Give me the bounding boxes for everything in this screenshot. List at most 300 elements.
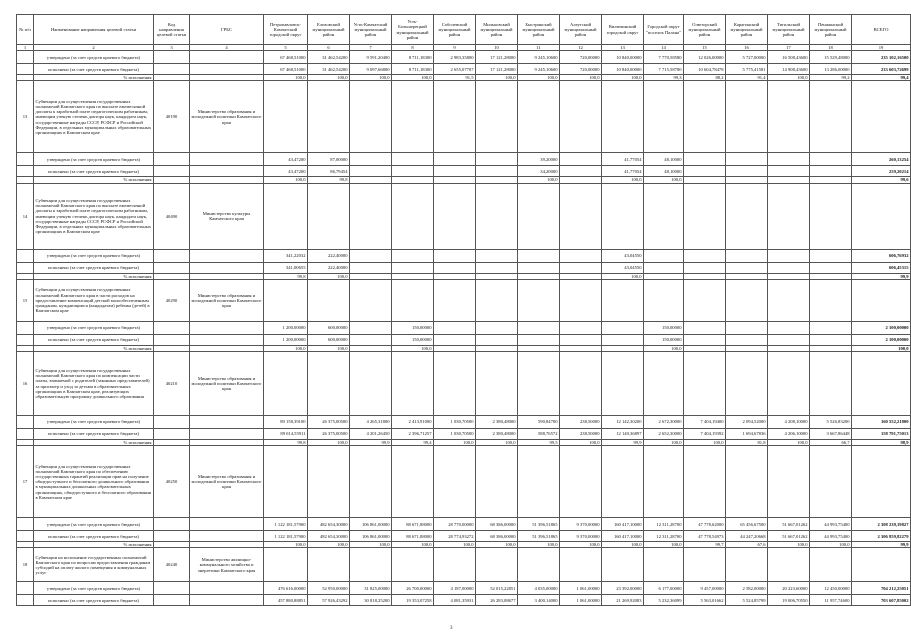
value-cell: [810, 249, 852, 262]
column-index: 15: [684, 45, 726, 51]
column-header: Олюторский муниципальный район: [684, 15, 726, 45]
value-cell: 51 396,51865: [518, 518, 560, 531]
empty-cell: [518, 81, 560, 153]
pct-label: % исполнения: [34, 273, 154, 279]
table-row: [17, 531, 911, 542]
table-row: [17, 249, 911, 262]
column-index: 10: [476, 45, 518, 51]
empty-cell: [602, 352, 644, 416]
value-cell: 13 286,00000: [810, 64, 852, 75]
column-index: 9: [434, 45, 476, 51]
value-cell: 88 671,88000: [392, 518, 434, 531]
empty-cell: [726, 548, 768, 582]
value-cell: 12 140,36897: [602, 429, 644, 440]
table-row: [17, 262, 911, 273]
value-cell: [644, 249, 684, 262]
value-cell: 7 770,58580: [644, 51, 684, 64]
empty-cell: [17, 518, 34, 531]
empty-cell: [190, 166, 264, 177]
value-cell: 9 591,20400: [350, 51, 392, 64]
value-cell: 67 468,51000: [264, 51, 308, 64]
empty-cell: [308, 446, 350, 518]
value-cell: 51 396,51865: [518, 531, 560, 542]
empty-cell: [17, 416, 34, 429]
value-cell: 100,0: [644, 345, 684, 351]
column-header: Код направления целевой статьи: [154, 15, 190, 45]
column-header: Соболевский муниципальный район: [434, 15, 476, 45]
empty-cell: [434, 548, 476, 582]
column-index: 11: [518, 45, 560, 51]
value-cell: 606,76932: [852, 249, 911, 262]
value-cell: [434, 321, 476, 334]
value-cell: 100,0: [644, 542, 684, 548]
value-cell: 12 026,00000: [684, 51, 726, 64]
empty-cell: [518, 548, 560, 582]
value-cell: 100,0: [560, 542, 602, 548]
value-cell: 9 370,00000: [560, 531, 602, 542]
table-row: [17, 429, 911, 440]
value-cell: 16 508,43600: [768, 51, 810, 64]
empty-cell: [602, 81, 644, 153]
empty-cell: [476, 183, 518, 249]
value-cell: 2 100,00000: [852, 321, 911, 334]
value-cell: 100,0: [518, 542, 560, 548]
value-cell: 100,0: [602, 273, 644, 279]
value-cell: 4 201,26450: [350, 429, 392, 440]
empty-cell: [350, 81, 392, 153]
value-cell: 28 770,00000: [434, 518, 476, 531]
empty-cell: [518, 279, 560, 321]
fact-label: исполнено (за счет средств краевого бюджета): [34, 595, 154, 606]
value-cell: 100,0: [308, 345, 350, 351]
value-cell: 1 061,00000: [560, 595, 602, 606]
value-cell: 4 208,10000: [768, 416, 810, 429]
value-cell: 51 667,01262: [768, 531, 810, 542]
column-header: Тигильский муниципальный район: [768, 15, 810, 45]
empty-cell: [434, 81, 476, 153]
fact-label: исполнено (за счет средств краевого бюджета): [34, 262, 154, 273]
empty-cell: [17, 334, 34, 345]
value-cell: 150,00000: [644, 321, 684, 334]
table-row: [17, 518, 911, 531]
value-cell: 6 177,00000: [644, 582, 684, 595]
value-cell: 1 694,67836: [726, 429, 768, 440]
section-grbs: Министерство культуры Камчатского края: [190, 183, 264, 249]
row-number: 17: [17, 446, 34, 518]
value-cell: [684, 321, 726, 334]
value-cell: 341,22032: [264, 249, 308, 262]
value-cell: [476, 249, 518, 262]
value-cell: [476, 153, 518, 166]
empty-cell: [17, 153, 34, 166]
value-cell: 43,47200: [264, 166, 308, 177]
value-cell: 100,0: [350, 542, 392, 548]
plan-label: утверждено (за счет средств краевого бюджета): [34, 582, 154, 595]
table-row: [17, 595, 911, 606]
fact-label: исполнено (за счет средств краевого бюджета): [34, 429, 154, 440]
value-cell: 51 667,01262: [768, 518, 810, 531]
empty-cell: [852, 81, 911, 153]
value-cell: 2 655,07707: [434, 64, 476, 75]
empty-cell: [476, 548, 518, 582]
empty-cell: [644, 279, 684, 321]
row-number: 13: [17, 81, 34, 153]
section-grbs: Министерство образования и молодежной политики Камчатского края: [190, 352, 264, 416]
value-cell: 17 121,28000: [476, 64, 518, 75]
value-cell: 89 158,39100: [264, 416, 308, 429]
value-cell: 66,7: [810, 440, 852, 446]
value-cell: 99,9: [852, 273, 911, 279]
empty-cell: [154, 595, 190, 606]
fact-label: исполнено (за счет средств краевого бюджета): [34, 64, 154, 75]
empty-cell: [810, 183, 852, 249]
column-header: Усть-Большерецкий муниципальный район: [392, 15, 434, 45]
value-cell: [726, 153, 768, 166]
empty-cell: [190, 582, 264, 595]
value-cell: 600,00000: [308, 321, 350, 334]
empty-cell: [810, 81, 852, 153]
empty-cell: [644, 81, 684, 153]
column-header: Городской округ "поселок Палана": [644, 15, 684, 45]
empty-cell: [154, 249, 190, 262]
value-cell: [392, 166, 434, 177]
value-cell: [768, 334, 810, 345]
plan-label: утверждено (за счет средств краевого бюджета): [34, 249, 154, 262]
plan-label: утверждено (за счет средств краевого бюджета): [34, 51, 154, 64]
empty-cell: [154, 531, 190, 542]
value-cell: 10 840,00000: [602, 51, 644, 64]
empty-cell: [264, 446, 308, 518]
value-cell: 52 015,22851: [476, 582, 518, 595]
plan-label: утверждено (за счет средств краевого бюджета): [34, 321, 154, 334]
document-page: [16, 14, 909, 606]
value-cell: [560, 321, 602, 334]
empty-cell: [810, 548, 852, 582]
empty-cell: [154, 518, 190, 531]
empty-cell: [17, 262, 34, 273]
value-cell: [684, 153, 726, 166]
value-cell: 68 386,00000: [476, 531, 518, 542]
table-row: [17, 352, 911, 416]
column-index: 16: [726, 45, 768, 51]
column-header: Елизовский муниципальный район: [308, 15, 350, 45]
value-cell: 91,4: [726, 75, 768, 81]
empty-cell: [190, 249, 264, 262]
empty-cell: [308, 279, 350, 321]
value-cell: 98,9: [852, 440, 911, 446]
value-cell: 482 654,30000: [308, 518, 350, 531]
value-cell: 44 993,75400: [810, 518, 852, 531]
value-cell: 31 462,54200: [308, 51, 350, 64]
row-number: 15: [17, 279, 34, 321]
empty-cell: [350, 279, 392, 321]
value-cell: 31 462,54200: [308, 64, 350, 75]
table-row: [17, 446, 911, 518]
value-cell: 100,0: [602, 177, 644, 183]
empty-cell: [17, 249, 34, 262]
value-cell: 15 529,48000: [810, 51, 852, 64]
empty-cell: [264, 183, 308, 249]
section-grbs: Министерство образования и молодежной политики Камчатского края: [190, 81, 264, 153]
empty-cell: [392, 352, 434, 416]
value-cell: [560, 153, 602, 166]
value-cell: 4 187,00000: [434, 582, 476, 595]
value-cell: 7 404,19400: [684, 416, 726, 429]
value-cell: 457 880,88851: [264, 595, 308, 606]
value-cell: 2 380,48000: [476, 416, 518, 429]
value-cell: 2 308 239,19827: [852, 518, 911, 531]
empty-cell: [17, 595, 34, 606]
value-cell: 48,10000: [644, 153, 684, 166]
column-header: Наименование направления целевой статьи: [34, 15, 154, 45]
empty-cell: [264, 352, 308, 416]
column-index: 6: [308, 45, 350, 51]
value-cell: 100,0: [810, 542, 852, 548]
value-cell: [810, 262, 852, 273]
empty-cell: [190, 518, 264, 531]
value-cell: 91,5: [434, 75, 476, 81]
value-cell: 100,0: [350, 75, 392, 81]
value-cell: 99,8: [264, 440, 308, 446]
row-number: 18: [17, 548, 34, 582]
value-cell: 259,20214: [852, 166, 911, 177]
empty-cell: [350, 548, 392, 582]
column-header: Пенжинский муниципальный район: [810, 15, 852, 45]
fact-label: исполнено (за счет средств краевого бюджета): [34, 166, 154, 177]
value-cell: 99,2: [810, 75, 852, 81]
value-cell: 150,00000: [392, 334, 434, 345]
value-cell: 100,0: [768, 75, 810, 81]
value-cell: [350, 166, 392, 177]
column-index: 2: [34, 45, 154, 51]
empty-cell: [560, 548, 602, 582]
value-cell: 5 232,36099: [644, 595, 684, 606]
value-cell: 100,0: [852, 345, 911, 351]
value-cell: 67,6: [726, 542, 768, 548]
empty-cell: [308, 352, 350, 416]
value-cell: [768, 166, 810, 177]
value-cell: 99,9: [602, 440, 644, 446]
budget-table: [16, 14, 911, 606]
empty-cell: [768, 352, 810, 416]
value-cell: 106 861,00000: [350, 518, 392, 531]
empty-cell: [810, 446, 852, 518]
value-cell: 21 269,92083: [602, 595, 644, 606]
column-header: № п/п: [17, 15, 34, 45]
value-cell: 30 818,25200: [350, 595, 392, 606]
empty-cell: [560, 446, 602, 518]
value-cell: 5 526,83200: [810, 416, 852, 429]
value-cell: 2 983,35800: [434, 51, 476, 64]
column-header: Мильковский муниципальный район: [476, 15, 518, 45]
pct-label: % исполнения: [34, 345, 154, 351]
value-cell: [476, 334, 518, 345]
column-header: ВСЕГО: [852, 15, 911, 45]
value-cell: [684, 249, 726, 262]
empty-cell: [190, 531, 264, 542]
empty-cell: [154, 321, 190, 334]
pct-label: % исполнения: [34, 75, 154, 81]
value-cell: 88,2: [684, 75, 726, 81]
empty-cell: [190, 429, 264, 440]
value-cell: [726, 262, 768, 273]
empty-cell: [560, 81, 602, 153]
value-cell: 34,20000: [518, 166, 560, 177]
value-cell: [726, 321, 768, 334]
value-cell: 12 450,00000: [810, 582, 852, 595]
empty-cell: [17, 166, 34, 177]
column-header: Быстринский муниципальный район: [518, 15, 560, 45]
value-cell: 233 603,72699: [852, 64, 911, 75]
plan-label: утверждено (за счет средств краевого бюджета): [34, 153, 154, 166]
empty-cell: [264, 548, 308, 582]
value-cell: 7 404,19392: [684, 429, 726, 440]
value-cell: 44 247,20668: [726, 531, 768, 542]
value-cell: 43,04550: [602, 249, 644, 262]
value-cell: 26 700,00000: [392, 582, 434, 595]
empty-cell: [518, 446, 560, 518]
value-cell: 106 861,00000: [350, 531, 392, 542]
value-cell: 8 711,18300: [392, 51, 434, 64]
column-header: Петропавловск-Камчатский городской округ: [264, 15, 308, 45]
value-cell: 720,00000: [560, 64, 602, 75]
empty-cell: [190, 153, 264, 166]
value-cell: 12 311,28700: [644, 531, 684, 542]
value-cell: 99,8: [308, 177, 350, 183]
value-cell: 47 778,54973: [684, 531, 726, 542]
value-cell: [476, 321, 518, 334]
empty-cell: [684, 352, 726, 416]
empty-cell: [350, 446, 392, 518]
value-cell: [350, 262, 392, 273]
empty-cell: [684, 548, 726, 582]
value-cell: 160 417,10000: [602, 518, 644, 531]
value-cell: 100,0: [560, 440, 602, 446]
value-cell: [434, 249, 476, 262]
value-cell: 52 950,00000: [308, 582, 350, 595]
value-cell: 31 825,00000: [350, 582, 392, 595]
empty-cell: [602, 279, 644, 321]
value-cell: 23 392,00000: [602, 582, 644, 595]
empty-cell: [154, 582, 190, 595]
section-description: Субвенции на исполнение государственных полномочий Камчатского края по вопросам предоставления гражданам субсидий на оплату жилого помещения и коммунальных услуг: [34, 548, 154, 582]
empty-cell: [768, 183, 810, 249]
value-cell: 235 102,16500: [852, 51, 911, 64]
pct-label: % исполнения: [34, 440, 154, 446]
pct-label: % исполнения: [34, 177, 154, 183]
value-cell: [726, 166, 768, 177]
table-row: [17, 279, 911, 321]
value-cell: 14 908,43600: [768, 64, 810, 75]
value-cell: 9 097,66800: [350, 64, 392, 75]
empty-cell: [684, 81, 726, 153]
value-cell: 606,45315: [852, 262, 911, 273]
value-cell: 482 654,30000: [308, 531, 350, 542]
value-cell: 5 727,00000: [726, 51, 768, 64]
empty-cell: [17, 531, 34, 542]
value-cell: 3 667,86448: [810, 429, 852, 440]
value-cell: 100,0: [308, 75, 350, 81]
empty-cell: [154, 153, 190, 166]
value-cell: [768, 249, 810, 262]
value-cell: 10 604,78478: [684, 64, 726, 75]
value-cell: 99,5: [518, 440, 560, 446]
value-cell: 8 711,18300: [392, 64, 434, 75]
section-grbs: Министерство образования и молодежной политики Камчатского края: [190, 446, 264, 518]
empty-cell: [308, 183, 350, 249]
value-cell: [684, 334, 726, 345]
column-index: 13: [602, 45, 644, 51]
value-cell: 5 563,01662: [684, 595, 726, 606]
value-cell: 100,0: [434, 542, 476, 548]
empty-cell: [392, 446, 434, 518]
value-cell: [392, 249, 434, 262]
empty-cell: [190, 416, 264, 429]
empty-cell: [602, 446, 644, 518]
empty-cell: [17, 582, 34, 595]
value-cell: 1 200,00000: [264, 321, 308, 334]
value-cell: 100,0: [392, 542, 434, 548]
column-header: Усть-Камчатский муниципальный район: [350, 15, 392, 45]
row-number: 14: [17, 183, 34, 249]
empty-cell: [154, 416, 190, 429]
page-number: 3: [450, 626, 453, 631]
value-cell: 160 552,21800: [852, 416, 911, 429]
empty-cell: [602, 183, 644, 249]
value-cell: [392, 153, 434, 166]
table-row: [17, 416, 911, 429]
section-code: 40290: [154, 279, 190, 321]
value-cell: 39,20000: [518, 153, 560, 166]
value-cell: 1 061,00000: [560, 582, 602, 595]
value-cell: [434, 166, 476, 177]
value-cell: [518, 262, 560, 273]
value-cell: 341,00655: [264, 262, 308, 273]
value-cell: 99,8: [264, 273, 308, 279]
empty-cell: [518, 352, 560, 416]
empty-cell: [190, 262, 264, 273]
empty-cell: [154, 166, 190, 177]
empty-cell: [434, 446, 476, 518]
empty-cell: [810, 352, 852, 416]
value-cell: 17 121,28000: [476, 51, 518, 64]
empty-cell: [852, 279, 911, 321]
value-cell: 100,0: [308, 440, 350, 446]
section-code: 40210: [154, 352, 190, 416]
empty-cell: [602, 548, 644, 582]
table-body: [17, 51, 911, 606]
value-cell: [518, 334, 560, 345]
section-grbs: Министерство образования и молодежной политики Камчатского края: [190, 279, 264, 321]
value-cell: [810, 166, 852, 177]
value-cell: 100,0: [264, 75, 308, 81]
value-cell: 41,77054: [602, 166, 644, 177]
value-cell: 47 778,62000: [684, 518, 726, 531]
empty-cell: [350, 183, 392, 249]
value-cell: 12 311,28700: [644, 518, 684, 531]
value-cell: 5 775,41581: [726, 64, 768, 75]
table-row: [17, 166, 911, 177]
value-cell: 44 993,75400: [810, 531, 852, 542]
empty-cell: [560, 183, 602, 249]
column-index: 19: [852, 45, 911, 51]
empty-cell: [190, 595, 264, 606]
empty-cell: [154, 64, 190, 75]
empty-cell: [476, 81, 518, 153]
section-description: Субвенции для осуществления государственных полномочий Камчатского края по компенсации части платы, взимаемой с родителей (законных представителей) за присмотр и уход за детьми в образовательных организациях в Камчатском крае, реализующих образовательную программу дошкольного образования: [34, 352, 154, 416]
empty-cell: [154, 334, 190, 345]
empty-cell: [644, 446, 684, 518]
